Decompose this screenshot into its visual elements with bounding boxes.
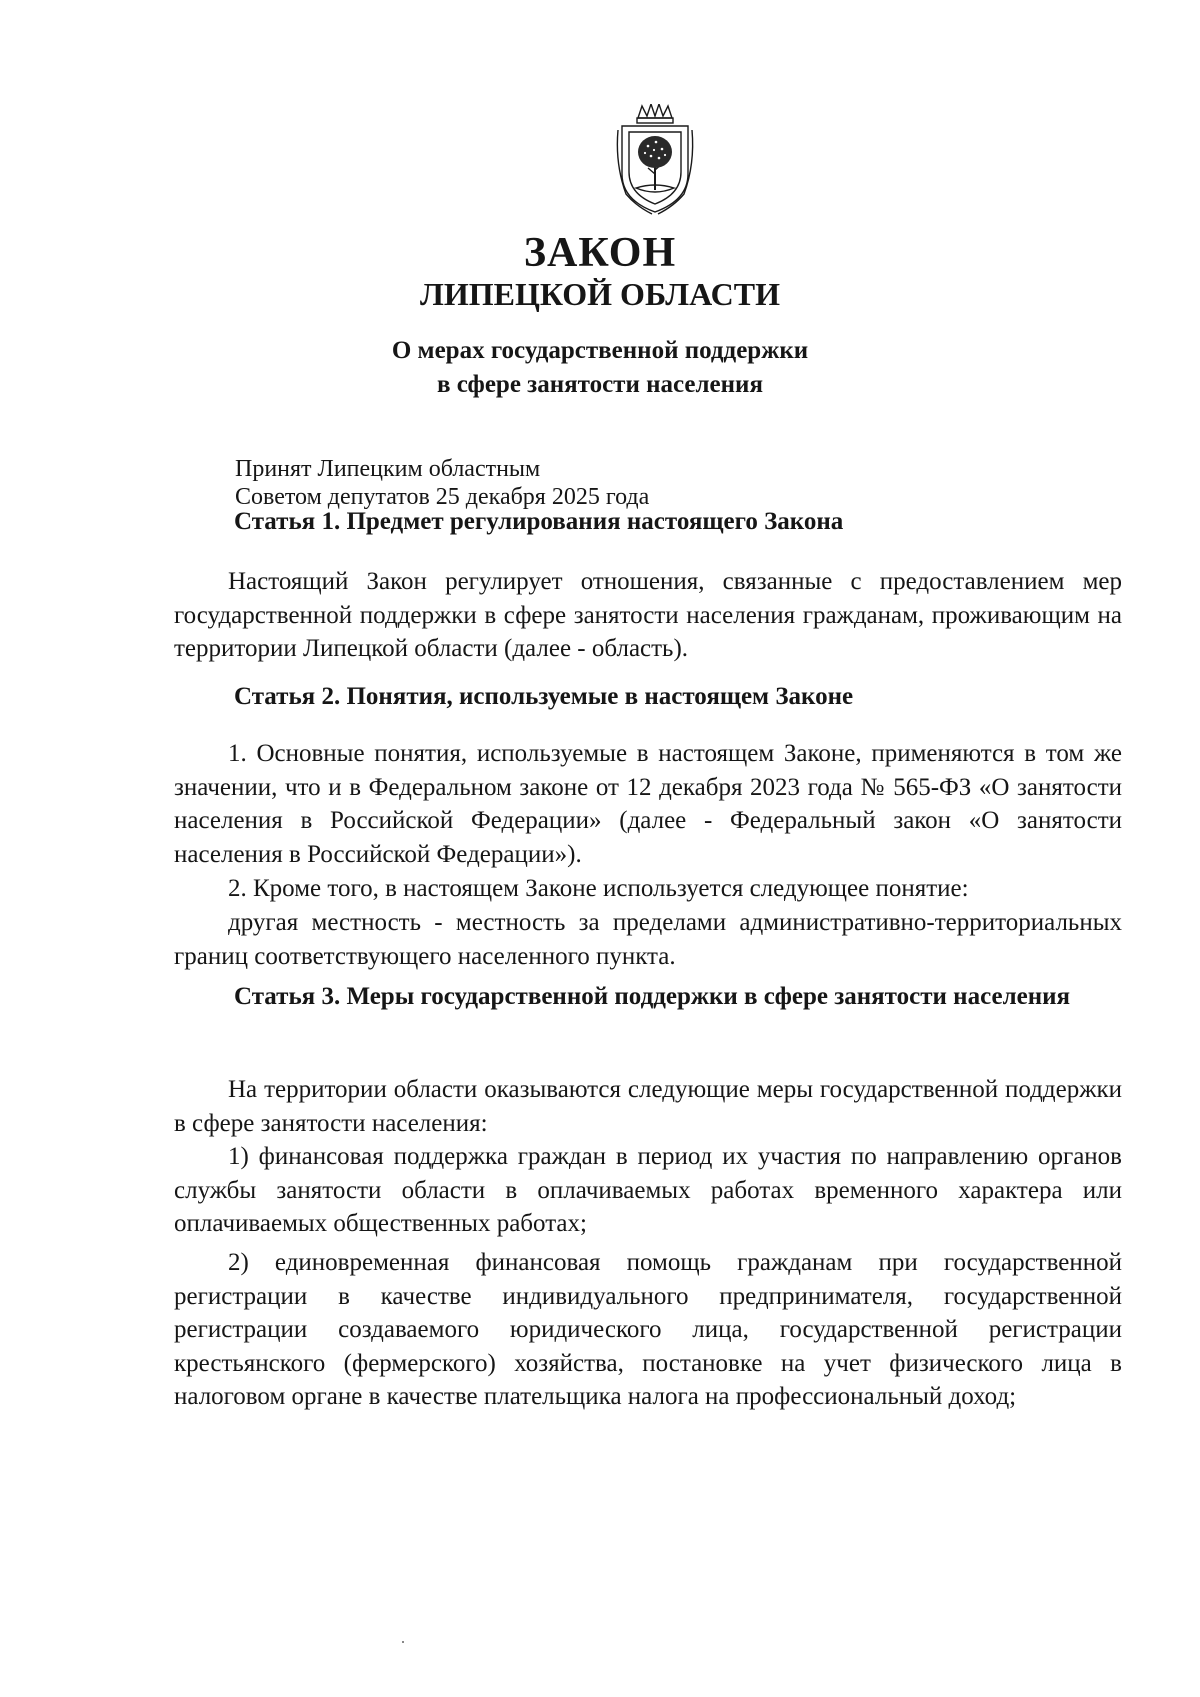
adoption-line-1: Принят Липецким областным [235,456,541,482]
article-1-text: Настоящий Закон регулирует отношения, связанные с предоставлением мер государственной поддержки в сфере занятости населения гражданам, проживающим на территории Липецкой области (далее - область). [174,568,1122,663]
law-title: ЗАКОН [523,230,677,276]
adoption-note [235,455,649,511]
scan-speck [402,1641,404,1643]
subject-line-1: О мерах государственной поддержки [391,337,809,364]
law-region: ЛИПЕЦКОЙ ОБЛАСТИ [420,276,780,312]
article-1-title: Статья 1. Предмет регулирования настоящего Закона [234,508,844,535]
document-subject [0,334,1200,402]
article-2-paragraph-1: 1. Основные понятия, используемые в настоящем Законе, применяются в том же значении, что и в Федеральном законе от 12 декабря 2023 года № 565-ФЗ «О занятости населения в Российской Федерации» (далее - Федеральный закон «О занятости населения в Российской Федерации»). [174,740,1122,868]
article-3-item-1: 1) финансовая поддержка граждан в период их участия по направлению органов службы занятости области в оплачиваемых работах временного характера или оплачиваемых общественных работах; [174,1143,1122,1238]
article-2-paragraph-2: 2. Кроме того, в настоящем Законе используется следующее понятие: [228,875,969,902]
article-3-item-2: 2) единовременная финансовая помощь гражданам при государственной регистрации в качестве индивидуального предпринимателя, государственной регистрации создаваемого юридического лица, государственной регистрации крестьянского (фермерского) хозяйства, постановке на учет физического лица в налоговом органе в качестве плательщика налога на профессиональный доход; [174,1249,1122,1411]
adoption-line-2: Советом депутатов 25 декабря 2025 года [235,484,650,510]
article-3-title: Статья 3. Меры государственной поддержки в сфере занятости населения [234,983,1071,1010]
article-3-intro: На территории области оказываются следующие меры государственной поддержки в сфере занятости населения: [174,1076,1122,1137]
coat-of-arms-icon [612,104,698,216]
article-2-title: Статья 2. Понятия, используемые в настоящем Законе [234,683,854,710]
subject-line-2: в сфере занятости населения [437,371,763,398]
article-2-paragraph-3: другая местность - местность за пределами административно-территориальных границ соответствующего населенного пункта. [174,909,1122,970]
